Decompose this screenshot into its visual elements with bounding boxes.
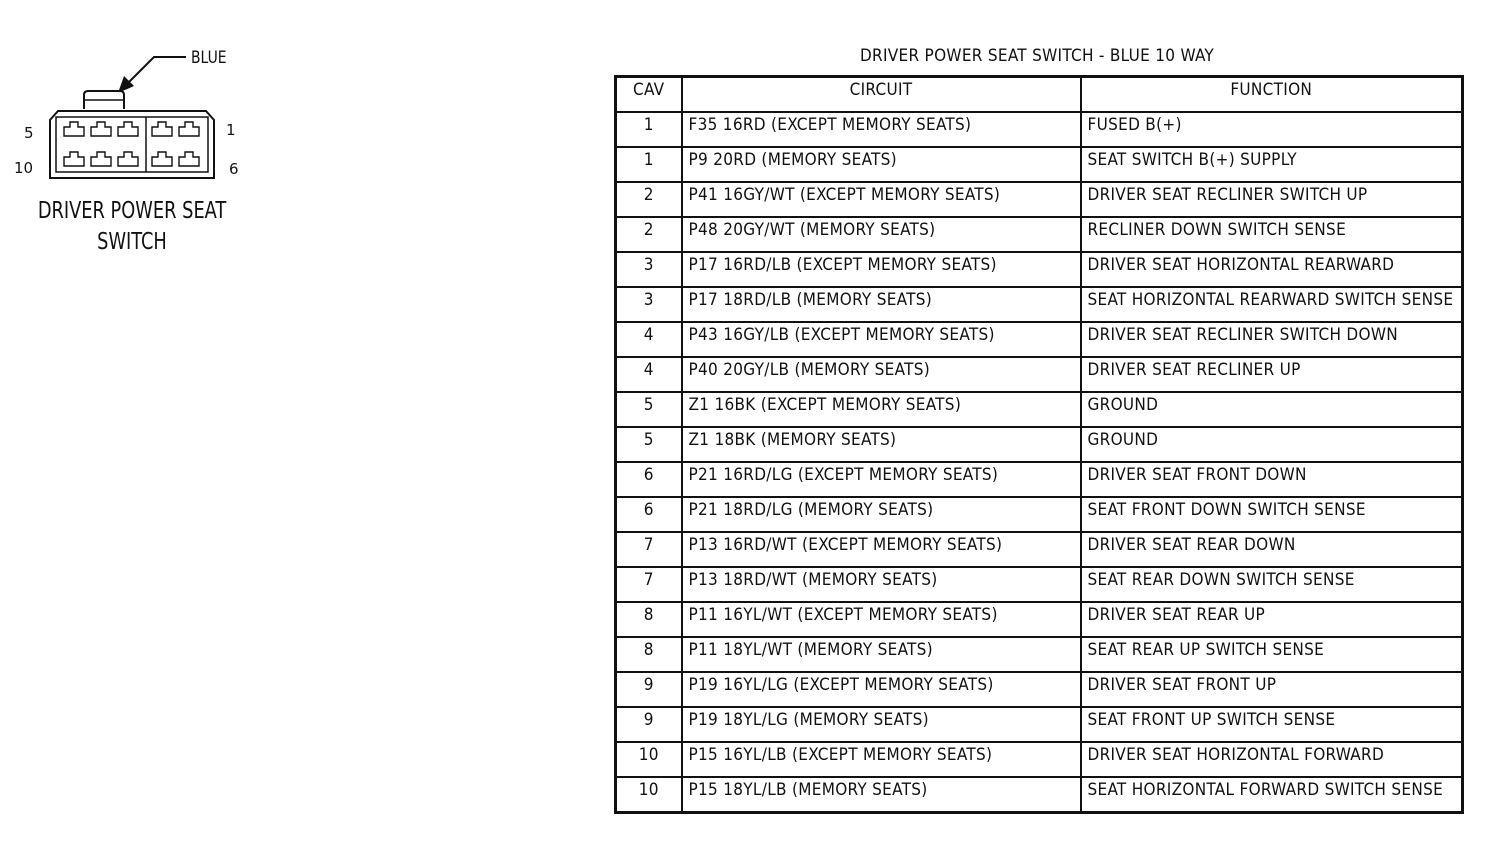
function-cell: DRIVER SEAT HORIZONTAL FORWARD xyxy=(1081,742,1463,777)
function-cell: SEAT REAR DOWN SWITCH SENSE xyxy=(1081,567,1463,602)
connector-color-label: BLUE xyxy=(191,47,227,68)
header-circuit: CIRCUIT xyxy=(682,77,1081,113)
cav-cell: 2 xyxy=(616,182,682,217)
circuit-cell: P17 16RD/LB (EXCEPT MEMORY SEATS) xyxy=(682,252,1081,287)
function-cell: SEAT FRONT UP SWITCH SENSE xyxy=(1081,707,1463,742)
cav-cell: 10 xyxy=(616,742,682,777)
connector-name xyxy=(32,196,232,258)
table-row xyxy=(616,322,1463,357)
pin-label-6: 6 xyxy=(229,160,239,178)
table-row xyxy=(616,707,1463,742)
cav-cell: 4 xyxy=(616,322,682,357)
table-row xyxy=(616,602,1463,637)
table-row xyxy=(616,287,1463,322)
table-row xyxy=(616,252,1463,287)
circuit-cell: P11 18YL/WT (MEMORY SEATS) xyxy=(682,637,1081,672)
table-row xyxy=(616,567,1463,602)
circuit-cell: P13 16RD/WT (EXCEPT MEMORY SEATS) xyxy=(682,532,1081,567)
cav-cell: 3 xyxy=(616,287,682,322)
table-row xyxy=(616,497,1463,532)
function-cell: SEAT REAR UP SWITCH SENSE xyxy=(1081,637,1463,672)
table-row xyxy=(616,637,1463,672)
function-cell: SEAT FRONT DOWN SWITCH SENSE xyxy=(1081,497,1463,532)
pin-label-10: 10 xyxy=(14,159,34,177)
cav-cell: 2 xyxy=(616,217,682,252)
circuit-cell: P19 18YL/LG (MEMORY SEATS) xyxy=(682,707,1081,742)
function-cell: DRIVER SEAT RECLINER UP xyxy=(1081,357,1463,392)
circuit-cell: P21 18RD/LG (MEMORY SEATS) xyxy=(682,497,1081,532)
cav-cell: 3 xyxy=(616,252,682,287)
cav-cell: 9 xyxy=(616,707,682,742)
table-row xyxy=(616,182,1463,217)
circuit-cell: F35 16RD (EXCEPT MEMORY SEATS) xyxy=(682,112,1081,147)
table-body xyxy=(616,112,1463,813)
table-title: DRIVER POWER SEAT SWITCH - BLUE 10 WAY xyxy=(859,46,1215,66)
circuit-cell: P9 20RD (MEMORY SEATS) xyxy=(682,147,1081,182)
function-cell: DRIVER SEAT FRONT DOWN xyxy=(1081,462,1463,497)
table-row xyxy=(616,217,1463,252)
circuit-cell: P21 16RD/LG (EXCEPT MEMORY SEATS) xyxy=(682,462,1081,497)
circuit-cell: P15 16YL/LB (EXCEPT MEMORY SEATS) xyxy=(682,742,1081,777)
function-cell: RECLINER DOWN SWITCH SENSE xyxy=(1081,217,1463,252)
cav-cell: 1 xyxy=(616,147,682,182)
circuit-cell: P41 16GY/WT (EXCEPT MEMORY SEATS) xyxy=(682,182,1081,217)
table-row xyxy=(616,532,1463,567)
circuit-cell: P11 16YL/WT (EXCEPT MEMORY SEATS) xyxy=(682,602,1081,637)
function-cell: SEAT HORIZONTAL REARWARD SWITCH SENSE xyxy=(1081,287,1463,322)
function-cell: SEAT SWITCH B(+) SUPPLY xyxy=(1081,147,1463,182)
table-row xyxy=(616,427,1463,462)
cav-cell: 7 xyxy=(616,567,682,602)
circuit-cell: P40 20GY/LB (MEMORY SEATS) xyxy=(682,357,1081,392)
function-cell: DRIVER SEAT RECLINER SWITCH DOWN xyxy=(1081,322,1463,357)
cav-cell: 5 xyxy=(616,392,682,427)
cav-cell: 1 xyxy=(616,112,682,147)
table-header-row xyxy=(616,77,1463,113)
connector-diagram xyxy=(0,0,260,200)
circuit-cell: P48 20GY/WT (MEMORY SEATS) xyxy=(682,217,1081,252)
circuit-cell: Z1 16BK (EXCEPT MEMORY SEATS) xyxy=(682,392,1081,427)
cav-cell: 8 xyxy=(616,637,682,672)
function-cell: GROUND xyxy=(1081,427,1463,462)
cav-cell: 6 xyxy=(616,497,682,532)
circuit-cell: P17 18RD/LB (MEMORY SEATS) xyxy=(682,287,1081,322)
cav-cell: 6 xyxy=(616,462,682,497)
cav-cell: 9 xyxy=(616,672,682,707)
circuit-cell: P15 18YL/LB (MEMORY SEATS) xyxy=(682,777,1081,813)
circuit-cell: P19 16YL/LG (EXCEPT MEMORY SEATS) xyxy=(682,672,1081,707)
cav-cell: 5 xyxy=(616,427,682,462)
table-row xyxy=(616,672,1463,707)
header-function: FUNCTION xyxy=(1081,77,1463,113)
pin-label-5: 5 xyxy=(24,124,34,142)
pin-label-1: 1 xyxy=(226,121,236,139)
table-row xyxy=(616,462,1463,497)
connector-name-line-2: SWITCH xyxy=(97,229,167,255)
function-cell: FUSED B(+) xyxy=(1081,112,1463,147)
circuit-cell: P43 16GY/LB (EXCEPT MEMORY SEATS) xyxy=(682,322,1081,357)
circuit-cell: Z1 18BK (MEMORY SEATS) xyxy=(682,427,1081,462)
table-row xyxy=(616,777,1463,813)
header-cav: CAV xyxy=(616,77,682,113)
function-cell: DRIVER SEAT REAR UP xyxy=(1081,602,1463,637)
function-cell: DRIVER SEAT REAR DOWN xyxy=(1081,532,1463,567)
connector-color-leader xyxy=(129,57,186,82)
table-row xyxy=(616,392,1463,427)
table-row xyxy=(616,742,1463,777)
function-cell: DRIVER SEAT RECLINER SWITCH UP xyxy=(1081,182,1463,217)
function-cell: DRIVER SEAT FRONT UP xyxy=(1081,672,1463,707)
table-row xyxy=(616,147,1463,182)
cav-cell: 7 xyxy=(616,532,682,567)
cav-cell: 10 xyxy=(616,777,682,813)
cav-cell: 4 xyxy=(616,357,682,392)
table-row xyxy=(616,357,1463,392)
circuit-cell: P13 18RD/WT (MEMORY SEATS) xyxy=(682,567,1081,602)
connector-name-line-1: DRIVER POWER SEAT xyxy=(37,198,227,224)
function-cell: DRIVER SEAT HORIZONTAL REARWARD xyxy=(1081,252,1463,287)
connector-housing xyxy=(50,111,214,178)
cav-cell: 8 xyxy=(616,602,682,637)
function-cell: SEAT HORIZONTAL FORWARD SWITCH SENSE xyxy=(1081,777,1463,813)
pinout-table xyxy=(614,75,1464,814)
table-row xyxy=(616,112,1463,147)
function-cell: GROUND xyxy=(1081,392,1463,427)
